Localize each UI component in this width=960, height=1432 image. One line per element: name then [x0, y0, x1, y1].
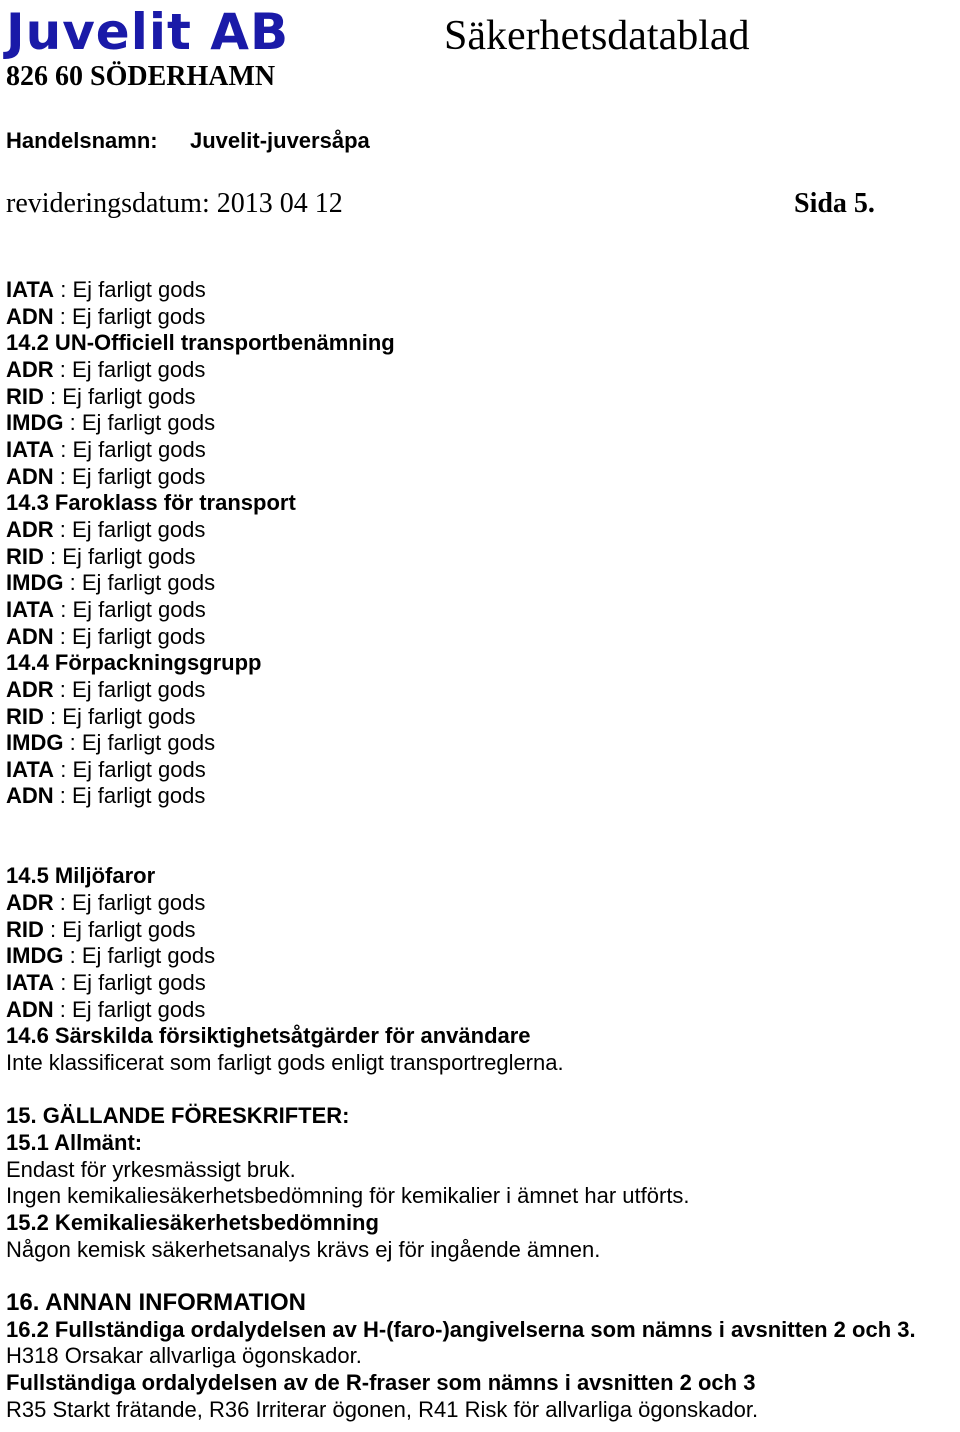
section-heading-14-4: 14.4 Förpackningsgrupp: [6, 650, 262, 676]
transport-row: IATA : Ej farligt gods: [6, 970, 206, 996]
page-number: Sida 5.: [794, 188, 875, 219]
transport-row: IMDG : Ej farligt gods: [6, 570, 216, 596]
section-text: Inte klassificerat som farligt gods enligt transportreglerna.: [6, 1050, 564, 1075]
section-heading-15: 15. GÄLLANDE FÖRESKRIFTER:: [6, 1103, 350, 1129]
section-heading-16-2: 16.2 Fullständiga ordalydelsen av H-(faro-)angivelserna som nämns i avsnitten 2 och 3.: [6, 1316, 916, 1342]
transport-row: RID : Ej farligt gods: [6, 543, 196, 569]
section-heading-15-1: 15.1 Allmänt:: [6, 1129, 143, 1155]
transport-row: ADN : Ej farligt gods: [6, 996, 206, 1022]
transport-row: IATA : Ej farligt gods: [6, 756, 206, 782]
trade-name-value: Juvelit-juversåpa: [190, 128, 370, 153]
section-text: R35 Starkt frätande, R36 Irriterar ögonen, R41 Risk för allvarliga ögonskador.: [6, 1396, 759, 1422]
transport-row: ADN : Ej farligt gods: [6, 463, 206, 489]
section-text: H318 Orsakar allvarliga ögonskador.: [6, 1343, 362, 1369]
section-text: Någon kemisk säkerhetsanalys krävs ej för ingående ämnen.: [6, 1236, 601, 1262]
transport-row: ADR : Ej farligt gods: [6, 890, 206, 916]
document-title: Säkerhetsdatablad: [444, 13, 750, 59]
section-heading-14-3: 14.3 Faroklass för transport: [6, 490, 296, 516]
section-heading-16: 16. ANNAN INFORMATION: [6, 1288, 306, 1316]
company-address: 826 60 SÖDERHAMN: [6, 61, 276, 92]
section-heading-15-2: 15.2 Kemikaliesäkerhetsbedömning: [6, 1209, 379, 1235]
transport-row: ADR : Ej farligt gods: [6, 516, 206, 542]
revision-date: revideringsdatum: 2013 04 12: [6, 188, 343, 219]
trade-name-label: Handelsnamn:: [6, 128, 158, 153]
transport-row: IMDG : Ej farligt gods: [6, 410, 216, 436]
transport-row: IMDG : Ej farligt gods: [6, 943, 216, 969]
transport-row: IATA : Ej farligt gods: [6, 596, 206, 622]
spacer: [6, 810, 956, 837]
transport-row: IATA : Ej farligt gods: [6, 277, 206, 302]
section-text: Ingen kemikaliesäkerhetsbedömning för kemikalier i ämnet har utförts.: [6, 1183, 690, 1209]
section-heading-14-2: 14.2 UN-Officiell transportbenämning: [6, 330, 395, 356]
transport-row: RID : Ej farligt gods: [6, 916, 196, 942]
transport-row: RID : Ej farligt gods: [6, 703, 196, 729]
section-heading-14-5: 14.5 Miljöfaror: [6, 863, 156, 889]
transport-row: ADN : Ej farligt gods: [6, 623, 206, 649]
spacer: [6, 837, 956, 864]
transport-row: ADR : Ej farligt gods: [6, 356, 206, 382]
transport-row: ADN : Ej farligt gods: [6, 303, 206, 329]
section-heading-r-phrases: Fullständiga ordalydelsen av de R-fraser som nämns i avsnitten 2 och 3: [6, 1369, 756, 1395]
document-body: [6, 277, 956, 1423]
transport-row: IMDG : Ej farligt gods: [6, 730, 216, 756]
spacer: [6, 1263, 956, 1290]
transport-row: ADN : Ej farligt gods: [6, 783, 206, 809]
transport-row: IATA : Ej farligt gods: [6, 436, 206, 462]
spacer: [6, 1077, 956, 1104]
section-heading-14-6: 14.6 Särskilda försiktighetsåtgärder för användare: [6, 1023, 531, 1049]
section-text: Endast för yrkesmässigt bruk.: [6, 1156, 296, 1182]
transport-row: ADR : Ej farligt gods: [6, 676, 206, 702]
company-name: Juvelit AB: [6, 3, 290, 61]
transport-row: RID : Ej farligt gods: [6, 383, 196, 409]
